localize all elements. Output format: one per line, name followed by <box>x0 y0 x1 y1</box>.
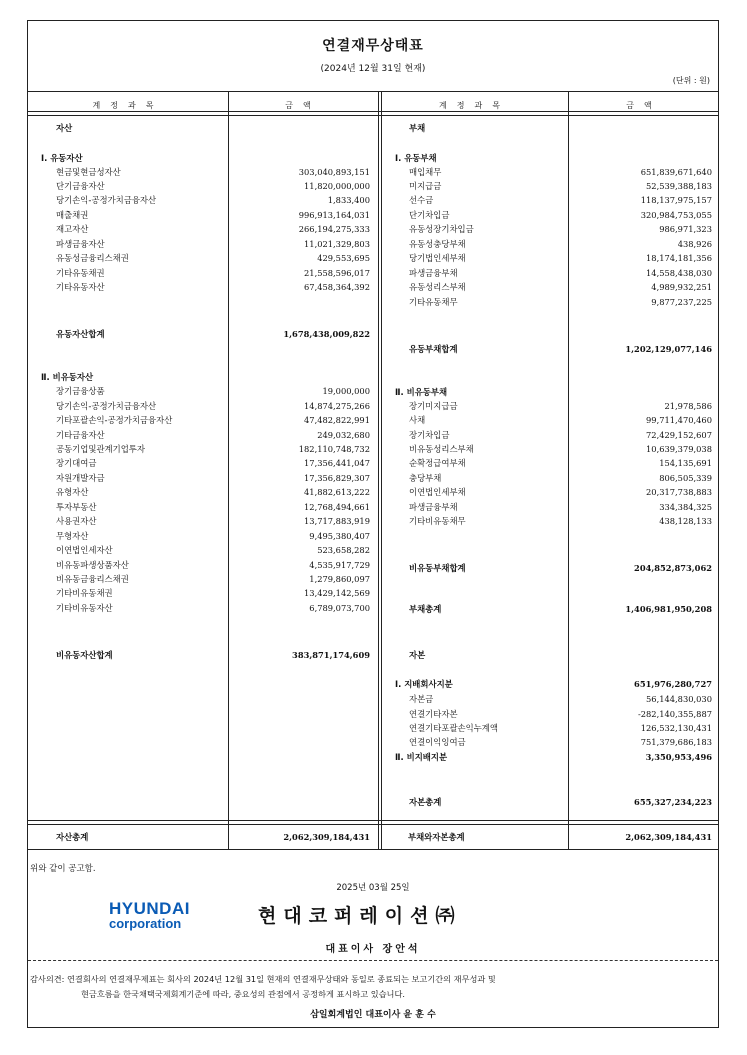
left-row-label: 사용권자산 <box>56 516 97 526</box>
right-row-label: 부채 <box>409 123 426 133</box>
total-assets-amount: 2,062,309,184,431 <box>283 832 370 842</box>
right-row-label: 선수금 <box>409 195 434 205</box>
right-row-amount: 334,384,325 <box>659 502 712 512</box>
right-row-label: 매입채무 <box>409 167 442 177</box>
right-row-label: 유동성리스부채 <box>409 282 466 292</box>
right-row-amount: 806,505,339 <box>659 473 712 483</box>
left-row-amount: 9,495,380,407 <box>309 531 370 541</box>
right-row-label: 단기차입금 <box>409 210 450 220</box>
left-row-label: 비유동자산합계 <box>56 650 113 660</box>
left-row-label: 단기금융자산 <box>56 181 105 191</box>
left-row-amount: 47,482,822,991 <box>304 415 370 425</box>
right-row-amount: 3,350,953,496 <box>645 752 712 762</box>
header-account-right: 계정과목 <box>439 100 510 110</box>
right-row-amount: 438,128,133 <box>659 516 712 526</box>
right-row-label: 기타비유동채무 <box>409 516 466 526</box>
right-row-amount: 52,539,388,183 <box>646 181 712 191</box>
left-row-amount: 266,194,275,333 <box>298 224 370 234</box>
left-row-label: 장기대여금 <box>56 458 97 468</box>
right-row-label: 연결이익잉여금 <box>409 737 466 747</box>
total-liab-equity-label: 부채와자본총계 <box>408 832 465 842</box>
left-row-label: 유동자산합계 <box>56 329 105 339</box>
left-row-amount: 11,021,329,803 <box>304 239 370 249</box>
right-row-label: 연결기타자본 <box>409 709 458 719</box>
statement-frame <box>27 20 719 1028</box>
left-row-amount: 182,110,748,732 <box>298 444 370 454</box>
right-row-label: Ⅱ. 비지배지분 <box>395 752 448 762</box>
right-row-label: 비유동부채합계 <box>409 563 466 573</box>
col-divider-mid-double <box>381 91 382 849</box>
right-row-amount: 20,317,738,883 <box>646 487 712 497</box>
right-row-amount: 1,202,129,077,146 <box>625 344 712 354</box>
left-row-label: 기타포괄손익-공정가치금융자산 <box>56 415 173 425</box>
left-row-label: Ⅰ. 유동자산 <box>41 153 83 163</box>
totals-top-rule-double <box>28 824 718 825</box>
right-row-label: 자본총계 <box>409 797 442 807</box>
left-row-amount: 383,871,174,609 <box>292 650 370 660</box>
left-row-label: 재고자산 <box>56 224 89 234</box>
right-row-label: Ⅱ. 비유동부채 <box>395 387 448 397</box>
header-account-left: 계정과목 <box>92 100 164 110</box>
left-row-amount: 303,040,893,151 <box>298 167 370 177</box>
right-row-amount: 655,327,234,223 <box>634 797 712 807</box>
left-row-amount: 1,678,438,009,822 <box>283 329 370 339</box>
right-row-amount: 154,135,691 <box>659 458 712 468</box>
right-row-label: Ⅰ. 유동부채 <box>395 153 437 163</box>
right-row-label: 장기미지급금 <box>409 401 458 411</box>
audit-opinion-line2: 현금흐름을 한국채택국제회계기준에 따라, 중요성의 관점에서 공정하게 표시하고 있습니다. <box>81 989 405 999</box>
right-row-amount: 320,984,753,055 <box>640 210 712 220</box>
totals-top-rule <box>28 820 718 821</box>
right-row-amount: 18,174,181,356 <box>646 253 712 263</box>
left-row-amount: 4,535,917,729 <box>309 560 370 570</box>
left-row-label: 매출채권 <box>56 210 89 220</box>
right-row-amount: 4,989,932,251 <box>651 282 712 292</box>
right-row-label: 비유동성리스부채 <box>409 444 474 454</box>
audit-opinion-line1: 감사의견: 연결회사의 연결재무제표는 회사의 2024년 12월 31일 현재의 연결재무상태와 동일로 종료되는 보고기간의 재무성과 및 <box>30 974 496 984</box>
left-row-amount: 249,032,680 <box>317 430 370 440</box>
right-row-amount: 21,978,586 <box>664 401 712 411</box>
left-row-amount: 1,279,860,097 <box>309 574 370 584</box>
left-row-label: 무형자산 <box>56 531 89 541</box>
right-row-label: 장기차입금 <box>409 430 450 440</box>
company-name: 현대코퍼레이션㈜ <box>258 905 462 927</box>
left-row-label: 당기손익-공정가치금융자산 <box>56 195 157 205</box>
left-row-amount: 19,000,000 <box>322 386 370 396</box>
right-row-label: Ⅰ. 지배회사지분 <box>395 679 453 689</box>
right-row-label: 유동성충당부채 <box>409 239 466 249</box>
left-row-amount: 21,558,596,017 <box>304 268 370 278</box>
right-row-amount: 651,839,671,640 <box>640 167 712 177</box>
hyundai-corporation-logo <box>109 901 190 931</box>
logo-wordmark-bottom: corporation <box>109 916 182 931</box>
left-row-amount: 17,356,829,307 <box>304 473 370 483</box>
logo-wordmark-top: HYUNDAI <box>109 899 190 918</box>
right-row-amount: 126,532,130,431 <box>640 723 712 733</box>
left-row-amount: 14,874,275,266 <box>304 401 370 411</box>
right-row-amount: 1,406,981,950,208 <box>625 604 712 614</box>
right-row-amount: 56,144,830,030 <box>646 694 712 704</box>
header-amount-right: 금액 <box>626 100 662 110</box>
left-row-label: 유동성금융리스채권 <box>56 253 129 263</box>
right-row-label: 부채총계 <box>409 604 442 614</box>
right-row-label: 사채 <box>409 415 426 425</box>
left-row-amount: 13,429,142,569 <box>304 588 370 598</box>
left-row-label: 기타금융자산 <box>56 430 105 440</box>
right-row-amount: 204,852,873,062 <box>634 563 712 573</box>
left-row-label: 기타유동자산 <box>56 282 105 292</box>
left-row-label: 장기금융상품 <box>56 386 105 396</box>
col-divider-mid <box>378 91 379 849</box>
left-row-amount: 6,789,073,700 <box>309 603 370 613</box>
left-row-label: 투자부동산 <box>56 502 97 512</box>
left-row-amount: 523,658,282 <box>317 545 370 555</box>
left-row-amount: 996,913,164,031 <box>298 210 370 220</box>
header-rule-double <box>28 115 718 116</box>
right-row-label: 유동부채합계 <box>409 344 458 354</box>
right-row-amount: 118,137,975,157 <box>640 195 712 205</box>
right-row-amount: 99,711,470,460 <box>646 415 712 425</box>
total-liab-equity-amount: 2,062,309,184,431 <box>625 832 712 842</box>
right-row-label: 기타유동채무 <box>409 297 458 307</box>
left-row-label: Ⅱ. 비유동자산 <box>41 372 94 382</box>
right-row-amount: 14,558,438,030 <box>646 268 712 278</box>
left-row-label: 기타유동채권 <box>56 268 105 278</box>
right-row-label: 파생금융부채 <box>409 502 458 512</box>
left-row-label: 비유동파생상품자산 <box>56 560 129 570</box>
right-row-label: 파생금융부채 <box>409 268 458 278</box>
left-row-amount: 11,820,000,000 <box>304 181 370 191</box>
left-row-label: 이연법인세자산 <box>56 545 113 555</box>
table-top-rule <box>28 91 718 92</box>
right-row-amount: 9,877,237,225 <box>651 297 712 307</box>
total-assets-label: 자산총계 <box>56 832 89 842</box>
right-row-amount: 438,926 <box>677 239 712 249</box>
right-row-label: 이연법인세부채 <box>409 487 466 497</box>
unit-label: (단위 : 원) <box>672 76 710 85</box>
left-row-amount: 429,553,695 <box>317 253 370 263</box>
left-row-label: 자원개발자금 <box>56 473 105 483</box>
left-row-amount: 41,882,613,222 <box>304 487 370 497</box>
right-row-label: 미지급금 <box>409 181 442 191</box>
right-row-amount: 72,429,152,607 <box>646 430 712 440</box>
left-row-amount: 67,458,364,392 <box>304 282 370 292</box>
right-row-label: 자본 <box>409 650 426 660</box>
left-row-label: 파생금융자산 <box>56 239 105 249</box>
right-row-label: 당기법인세부채 <box>409 253 466 263</box>
notice-date: 2025년 03월 25일 <box>336 883 410 893</box>
left-row-amount: 12,768,494,661 <box>304 502 370 512</box>
left-row-label: 자산 <box>56 123 73 133</box>
right-row-label: 연결기타포괄손익누계액 <box>409 723 498 733</box>
right-row-label: 충당부채 <box>409 473 442 483</box>
right-row-label: 자본금 <box>409 694 434 704</box>
left-row-amount: 1,833,400 <box>327 195 370 205</box>
notice-text: 위와 같이 공고함. <box>30 864 96 874</box>
right-row-amount: 986,971,323 <box>659 224 712 234</box>
left-row-label: 비유동금융리스채권 <box>56 574 129 584</box>
ceo-name: 대표이사 장안석 <box>325 944 421 955</box>
left-row-amount: 13,717,883,919 <box>304 516 370 526</box>
auditor-signature: 삼일회계법인 대표이사 윤 훈 수 <box>310 1010 436 1020</box>
right-row-amount: -282,140,355,887 <box>637 709 712 719</box>
left-row-label: 당기손익-공정가치금융자산 <box>56 401 157 411</box>
right-row-label: 순확정급여부채 <box>409 458 466 468</box>
right-row-amount: 651,976,280,727 <box>634 679 712 689</box>
statement-date: (2024년 12월 31일 현재) <box>320 64 426 74</box>
left-row-label: 기타비유동채권 <box>56 588 113 598</box>
table-bottom-rule <box>28 849 718 850</box>
right-row-label: 유동성장기차입금 <box>409 224 474 234</box>
dashed-divider <box>28 960 718 961</box>
left-row-label: 유형자산 <box>56 487 89 497</box>
left-row-label: 기타비유동자산 <box>56 603 113 613</box>
left-row-label: 현금및현금성자산 <box>56 167 121 177</box>
right-row-amount: 751,379,686,183 <box>640 737 712 747</box>
left-row-amount: 17,356,441,047 <box>304 458 370 468</box>
right-row-amount: 10,639,379,038 <box>646 444 712 454</box>
header-amount-left: 금액 <box>285 100 321 110</box>
statement-title: 연결재무상태표 <box>322 38 424 54</box>
left-row-label: 공동기업및관계기업투자 <box>56 444 145 454</box>
